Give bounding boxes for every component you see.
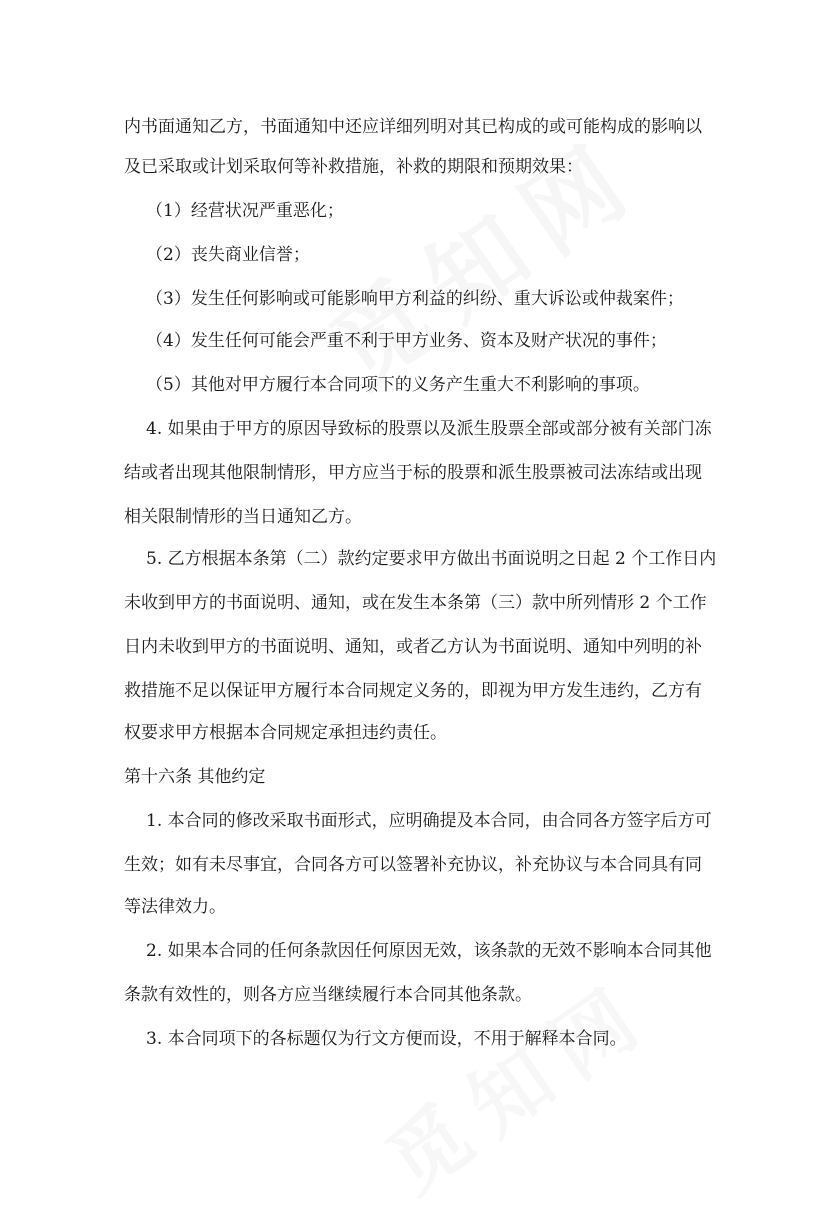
paragraph-line: 4. 如果由于甲方的原因导致标的股票以及派生股票全部或部分被有关部门冻	[146, 419, 712, 439]
list-item: （4）发生任何可能会严重不利于甲方业务、资本及财产状况的事件；	[146, 331, 667, 351]
paragraph-line: 3. 本合同项下的各标题仅为行文方便而设，不用于解释本合同。	[146, 1029, 627, 1049]
paragraph-line: 条款有效性的，则各方应当继续履行本合同其他条款。	[124, 985, 532, 1005]
paragraph-line: 权要求甲方根据本合同规定承担违约责任。	[124, 723, 447, 743]
list-item: （1）经营状况严重恶化；	[146, 201, 344, 221]
paragraph-line: 日内未收到甲方的书面说明、通知，或者乙方认为书面说明、通知中列明的补	[124, 637, 702, 657]
watermark	[300, 100, 664, 412]
list-item: （3）发生任何影响或可能影响甲方利益的纠纷、重大诉讼或仲裁案件；	[146, 289, 684, 309]
paragraph-line: 救措施不足以保证甲方履行本合同规定义务的，即视为甲方发生违约，乙方有	[124, 681, 702, 701]
list-item: （5）其他对甲方履行本合同项下的义务产生重大不利影响的事项。	[146, 375, 650, 395]
paragraph-line: 未收到甲方的书面说明、通知，或在发生本条第（三）款中所列情形 2 个工作	[124, 593, 707, 613]
paragraph-line: 1. 本合同的修改采取书面形式，应明确提及本合同，由合同各方签字后方可	[146, 811, 712, 831]
paragraph-line: 生效；如有未尽事宜，合同各方可以签署补充协议，补充协议与本合同具有同	[124, 855, 702, 875]
list-item: （2）丧失商业信誉；	[146, 245, 310, 265]
paragraph-line: 等法律效力。	[124, 897, 226, 917]
section-heading: 第十六条 其他约定	[124, 767, 266, 787]
paragraph-line: 及已采取或计划采取何等补救措施，补救的期限和预期效果：	[124, 157, 583, 177]
paragraph-line: 结或者出现其他限制情形，甲方应当于标的股票和派生股票被司法冻结或出现	[124, 463, 702, 483]
paragraph-line: 相关限制情形的当日通知乙方。	[124, 507, 362, 527]
paragraph-line: 5. 乙方根据本条第（二）款约定要求甲方做出书面说明之日起 2 个工作日内	[146, 549, 717, 569]
paragraph-line: 内书面通知乙方，书面通知中还应详细列明对其已构成的或可能构成的影响以	[124, 117, 702, 137]
paragraph-line: 2. 如果本合同的任何条款因任何原因无效，该条款的无效不影响本合同其他	[146, 941, 712, 961]
